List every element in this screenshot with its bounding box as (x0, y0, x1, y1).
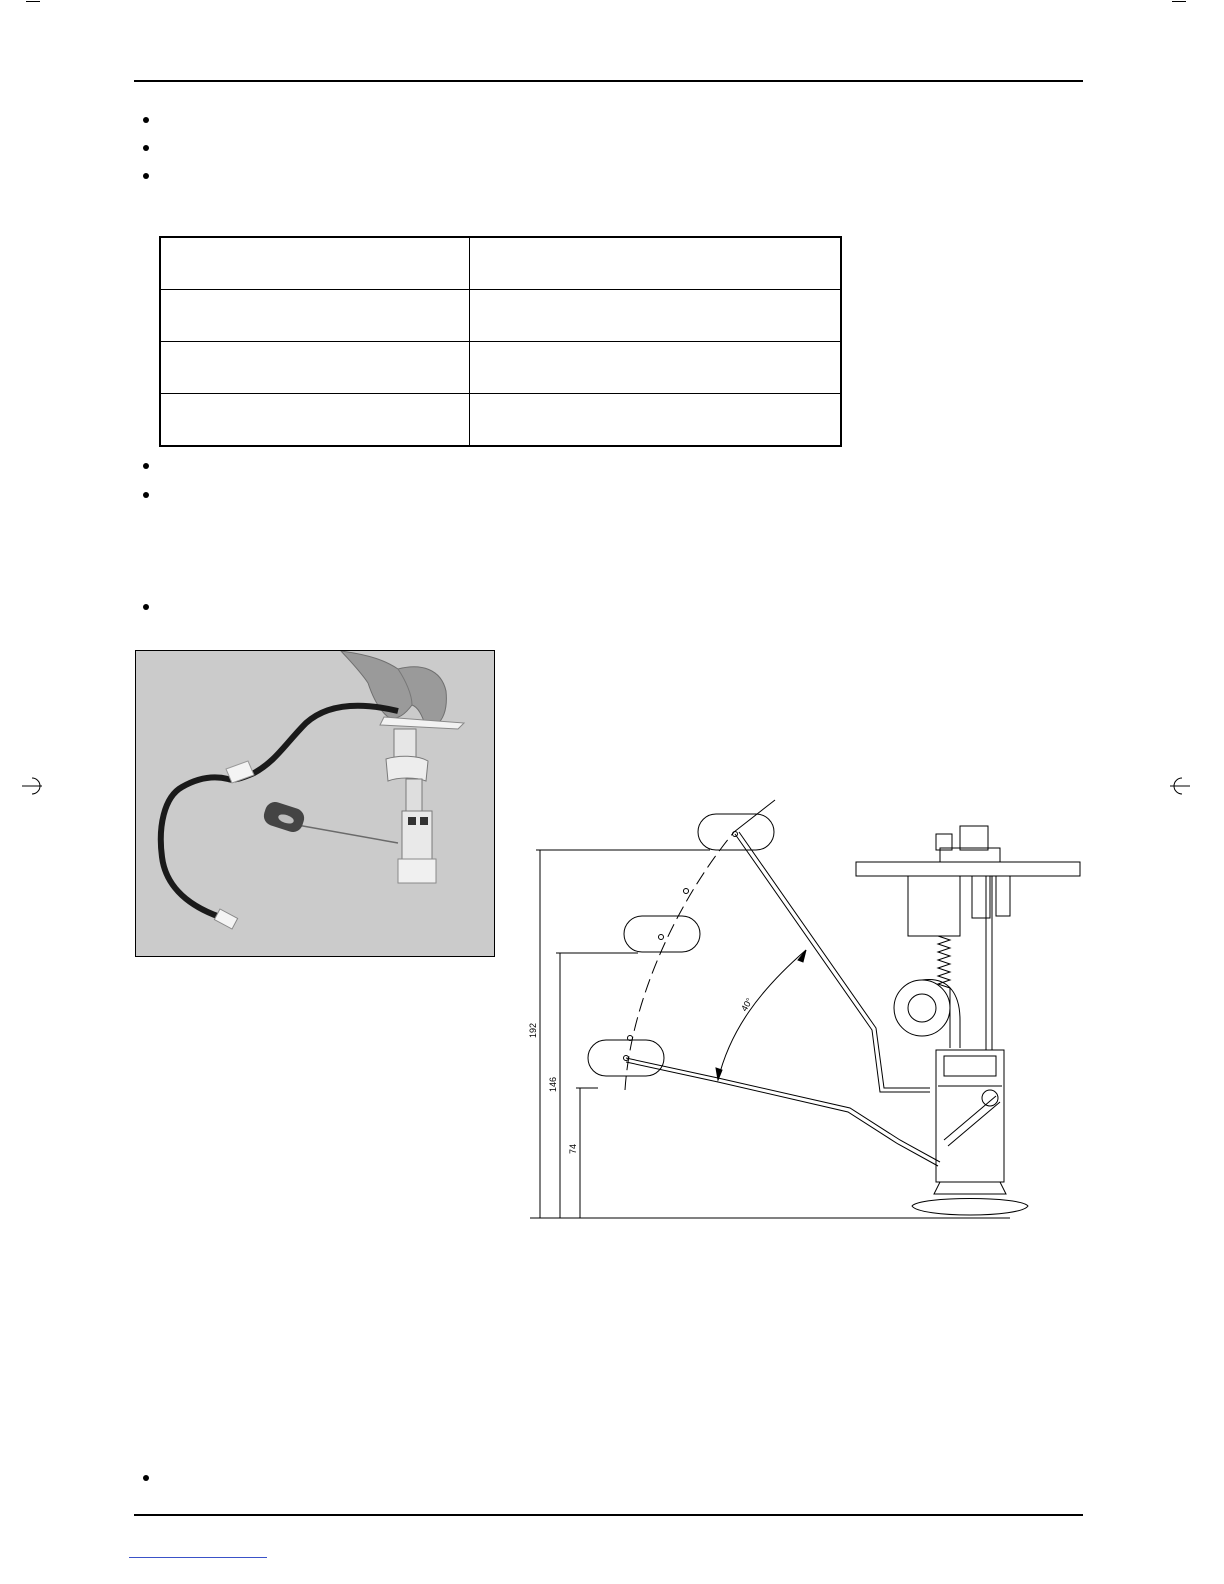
header-rule (134, 80, 1083, 82)
footer-rule (134, 1514, 1083, 1516)
bullet-5 (143, 492, 149, 498)
float-arm-dimension-drawing (520, 790, 1090, 1230)
table-row (160, 394, 841, 447)
registration-mark-right (1170, 776, 1190, 796)
registration-mark-left (22, 776, 42, 796)
bullet-4 (143, 463, 149, 469)
angle-label: 40° (739, 996, 755, 1013)
dimension-146: 146 (548, 1076, 558, 1092)
fuel-pump-photo (135, 650, 495, 957)
bullet-2 (143, 145, 149, 151)
table-cell (470, 342, 842, 394)
table-cell (160, 237, 470, 290)
dimension-192: 192 (528, 1022, 538, 1038)
crop-mark-top-left (26, 1, 40, 2)
crop-mark-top-right (1172, 1, 1186, 2)
table-cell (160, 290, 470, 342)
table-cell (160, 394, 470, 447)
bullet-1 (143, 117, 149, 123)
table-cell (470, 290, 842, 342)
bullet-7 (143, 1475, 149, 1481)
spec-table (159, 236, 842, 447)
table-cell (470, 394, 842, 447)
dimension-74: 74 (568, 1143, 578, 1154)
table-row (160, 342, 841, 394)
table-row (160, 290, 841, 342)
footer-link-underline[interactable] (129, 1557, 267, 1558)
table-row (160, 237, 841, 290)
bullet-6 (143, 604, 149, 610)
table-cell (470, 237, 842, 290)
table-cell (160, 342, 470, 394)
bullet-3 (143, 173, 149, 179)
